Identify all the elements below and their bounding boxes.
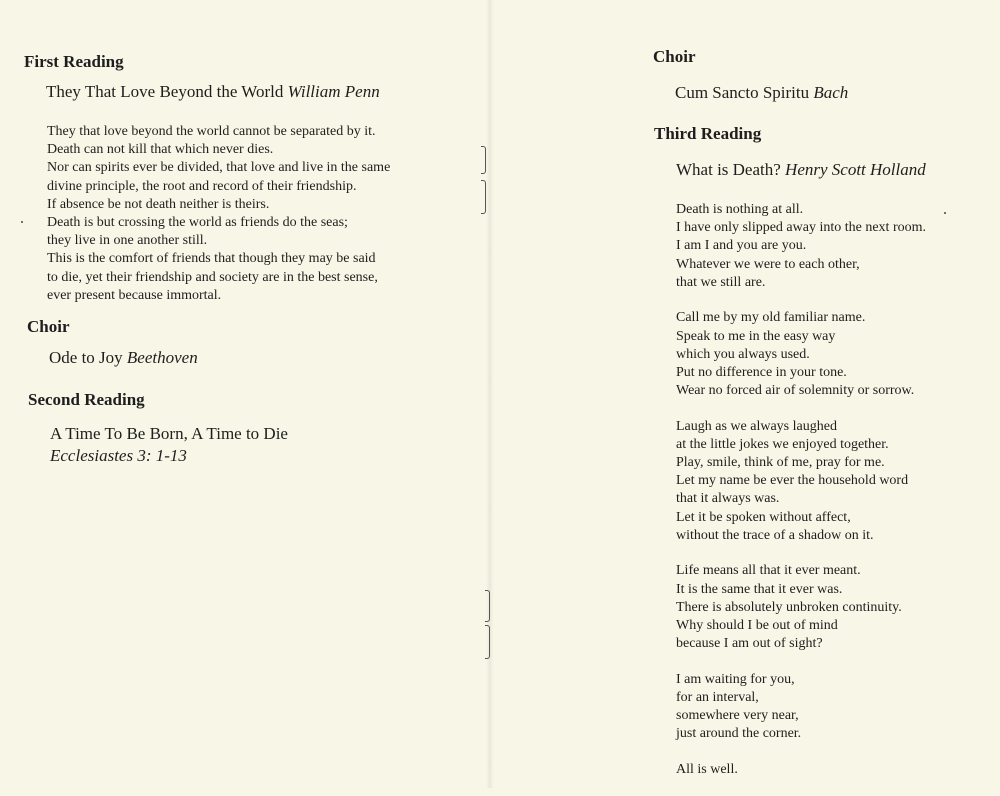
text-line: for an interval, xyxy=(676,689,759,705)
staple-mark xyxy=(481,146,486,174)
reading-author: Henry Scott Holland xyxy=(785,160,926,179)
text-line: Let my name be ever the household word xyxy=(676,473,909,489)
text-line: Nor can spirits ever be divided, that love and live in the same xyxy=(47,160,391,176)
print-speck xyxy=(944,212,946,214)
first-reading-text xyxy=(47,123,390,305)
text-line: I have only slipped away into the next room. xyxy=(676,220,926,236)
choir-piece xyxy=(49,348,198,368)
piece-composer: Beethoven xyxy=(126,348,198,367)
text-line: Let it be spoken without affect, xyxy=(676,509,851,525)
text-line: I am waiting for you, xyxy=(676,671,795,687)
text-line: Put no difference in your tone. xyxy=(676,364,847,380)
text-line: that we still are. xyxy=(676,274,766,290)
text-line: Death is nothing at all. xyxy=(676,202,804,217)
text-line: ever present because immortal. xyxy=(47,287,222,303)
text-line: Laugh as we always laughed xyxy=(676,418,837,434)
text-line: which you always used. xyxy=(676,346,810,362)
text-line: at the little jokes we enjoyed together. xyxy=(676,436,889,452)
piece-title: Ode to Joy xyxy=(49,348,123,367)
reading-title: What is Death? xyxy=(676,160,781,179)
left-page xyxy=(0,0,490,788)
text-line: If absence be not death neither is theirs. xyxy=(47,196,270,212)
text-line: they live in one another still. xyxy=(47,233,208,249)
text-line: divine principle, the root and record of their friendship. xyxy=(47,178,357,194)
piece-title: Cum Sancto Spiritu xyxy=(675,83,810,102)
reading-title: They That Love Beyond the World xyxy=(46,82,284,101)
text-line: Speak to me in the easy way xyxy=(676,328,836,344)
text-line: that it always was. xyxy=(676,491,780,507)
right-page xyxy=(490,0,1000,788)
piece-composer: Bach xyxy=(813,83,849,102)
text-line: Call me by my old familiar name. xyxy=(676,310,866,326)
stanza xyxy=(676,309,926,400)
first-reading-heading: First Reading xyxy=(24,52,124,71)
text-line: I am I and you are you. xyxy=(676,238,807,254)
text-line: because I am out of sight? xyxy=(676,636,823,652)
text-line: Play, smile, think of me, pray for me. xyxy=(676,455,885,471)
text-line: Why should I be out of mind xyxy=(676,617,838,633)
text-line: This is the comfort of friends that though they may be said xyxy=(47,251,376,267)
text-line: without the trace of a shadow on it. xyxy=(676,527,874,543)
stanza xyxy=(676,201,926,292)
second-reading-reference xyxy=(50,446,187,466)
text-line: There is absolutely unbroken continuity. xyxy=(676,599,902,615)
choir-heading: Choir xyxy=(653,47,696,66)
reading-author: William Penn xyxy=(287,82,380,101)
text-line: somewhere very near, xyxy=(676,708,799,724)
text-line: All is well. xyxy=(676,761,738,777)
choir-heading: Choir xyxy=(27,317,70,336)
text-line: Death is but crossing the world as friends do the seas; xyxy=(47,215,348,231)
text-line: They that love beyond the world cannot be separated by it. xyxy=(47,124,376,139)
staple-mark xyxy=(481,180,486,214)
reference-text: Ecclesiastes 3: 1-13 xyxy=(50,446,187,465)
text-line: It is the same that it ever was. xyxy=(676,581,843,597)
stanza xyxy=(676,418,926,545)
first-reading-title xyxy=(46,82,380,102)
second-reading-heading: Second Reading xyxy=(28,390,145,409)
second-reading-title: A Time To Be Born, A Time to Die xyxy=(50,424,288,443)
third-reading-title xyxy=(676,160,926,180)
stanza xyxy=(676,562,926,653)
print-speck xyxy=(21,221,23,223)
third-reading-heading: Third Reading xyxy=(654,124,762,143)
text-line: Death can not kill that which never dies. xyxy=(47,142,274,158)
stanza xyxy=(676,761,926,779)
text-line: just around the corner. xyxy=(676,726,802,742)
text-line: Wear no forced air of solemnity or sorrow. xyxy=(676,383,915,399)
stanza xyxy=(676,671,926,744)
third-reading-text xyxy=(676,201,926,796)
text-line: Whatever we were to each other, xyxy=(676,256,860,272)
text-line: Life means all that it ever meant. xyxy=(676,563,861,579)
choir-piece xyxy=(675,83,848,103)
text-line: to die, yet their friendship and society are in the best sense, xyxy=(47,269,378,285)
